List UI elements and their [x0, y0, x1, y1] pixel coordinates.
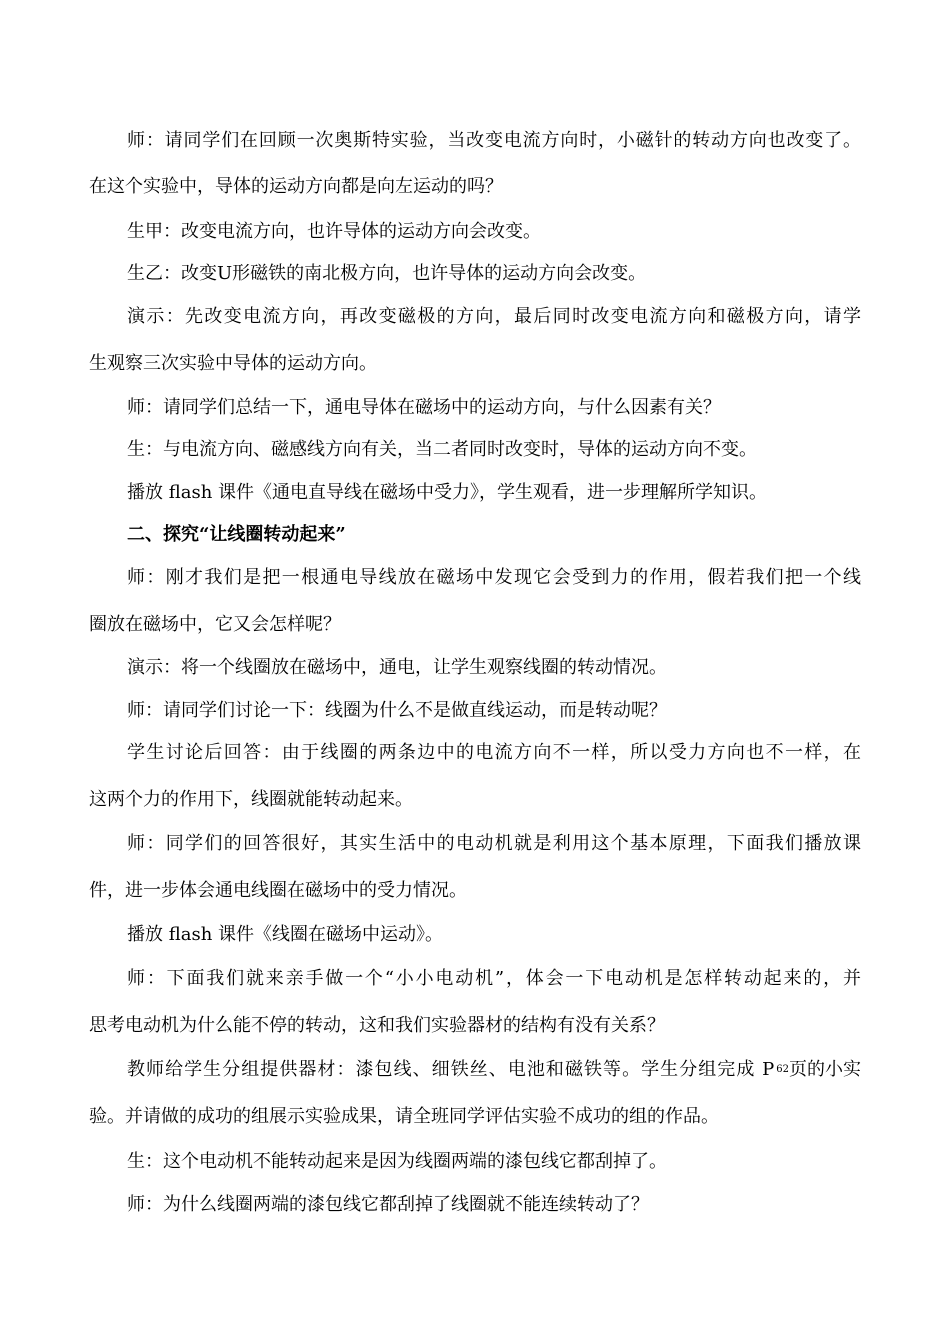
paragraph-16-line-1 — [127, 1058, 861, 1082]
paragraph-6: 生：与电流方向、磁感线方向有关，当二者同时改变时，导体的运动方向不变。 — [127, 439, 757, 460]
paragraph-1-line-1: 师：请同学们在回顾一次奥斯特实验，当改变电流方向时，小磁针的转动方向也改变了。 — [127, 130, 861, 151]
paragraph-7: 播放 flash 课件《通电直导线在磁场中受力》，学生观看，进一步理解所学知识。 — [127, 482, 768, 503]
paragraph-16-text-b: 页的小实 — [789, 1059, 861, 1080]
paragraph-18: 师：为什么线圈两端的漆包线它都刮掉了线圈就不能连续转动了？ — [127, 1194, 649, 1215]
paragraph-5: 师：请同学们总结一下，通电导体在磁场中的运动方向，与什么因素有关？ — [127, 397, 721, 418]
page-subscript: 62 — [776, 1064, 789, 1075]
paragraph-10: 演示：将一个线圈放在磁场中，通电，让学生观察线圈的转动情况。 — [127, 657, 667, 678]
paragraph-17: 生：这个电动机不能转动起来是因为线圈两端的漆包线它都刮掉了。 — [127, 1151, 667, 1172]
paragraph-13-line-2: 件，进一步体会通电线圈在磁场中的受力情况。 — [89, 880, 467, 901]
paragraph-3: 生乙：改变U形磁铁的南北极方向，也许导体的运动方向会改变。 — [127, 263, 647, 284]
paragraph-11: 师：请同学们讨论一下：线圈为什么不是做直线运动，而是转动呢？ — [127, 700, 667, 721]
paragraph-15-line-2: 思考电动机为什么能不停的转动，这和我们实验器材的结构有没有关系？ — [89, 1015, 665, 1036]
paragraph-2: 生甲：改变电流方向，也许导体的运动方向会改变。 — [127, 221, 541, 242]
paragraph-12-line-1: 学生讨论后回答：由于线圈的两条边中的电流方向不一样，所以受力方向也不一样，在 — [127, 742, 861, 763]
paragraph-4-line-1: 演示：先改变电流方向，再改变磁极的方向，最后同时改变电流方向和磁极方向，请学 — [127, 306, 861, 327]
paragraph-1-line-2: 在这个实验中，导体的运动方向都是向左运动的吗？ — [89, 176, 503, 197]
paragraph-16-line-2: 验。并请做的成功的组展示实验成果，请全班同学评估实验不成功的组的作品。 — [89, 1106, 719, 1127]
paragraph-13-line-1: 师：同学们的回答很好，其实生活中的电动机就是利用这个基本原理，下面我们播放课 — [127, 833, 861, 854]
paragraph-9-line-1: 师：刚才我们是把一根通电导线放在磁场中发现它会受到力的作用，假若我们把一个线 — [127, 567, 861, 588]
paragraph-4-line-2: 生观察三次实验中导体的运动方向。 — [89, 353, 377, 374]
paragraph-14: 播放 flash 课件《线圈在磁场中运动》。 — [127, 924, 444, 945]
section-heading: 二、探究“让线圈转动起来” — [127, 524, 346, 545]
paragraph-16-text-a: 教师给学生分组提供器材：漆包线、细铁丝、电池和磁铁等。学生分组完成 P — [127, 1059, 775, 1080]
paragraph-15-line-1: 师：下面我们就来亲手做一个“小小电动机”，体会一下电动机是怎样转动起来的，并 — [127, 968, 861, 989]
paragraph-9-line-2: 圈放在磁场中，它又会怎样呢？ — [89, 614, 341, 635]
paragraph-12-line-2: 这两个力的作用下，线圈就能转动起来。 — [89, 789, 413, 810]
